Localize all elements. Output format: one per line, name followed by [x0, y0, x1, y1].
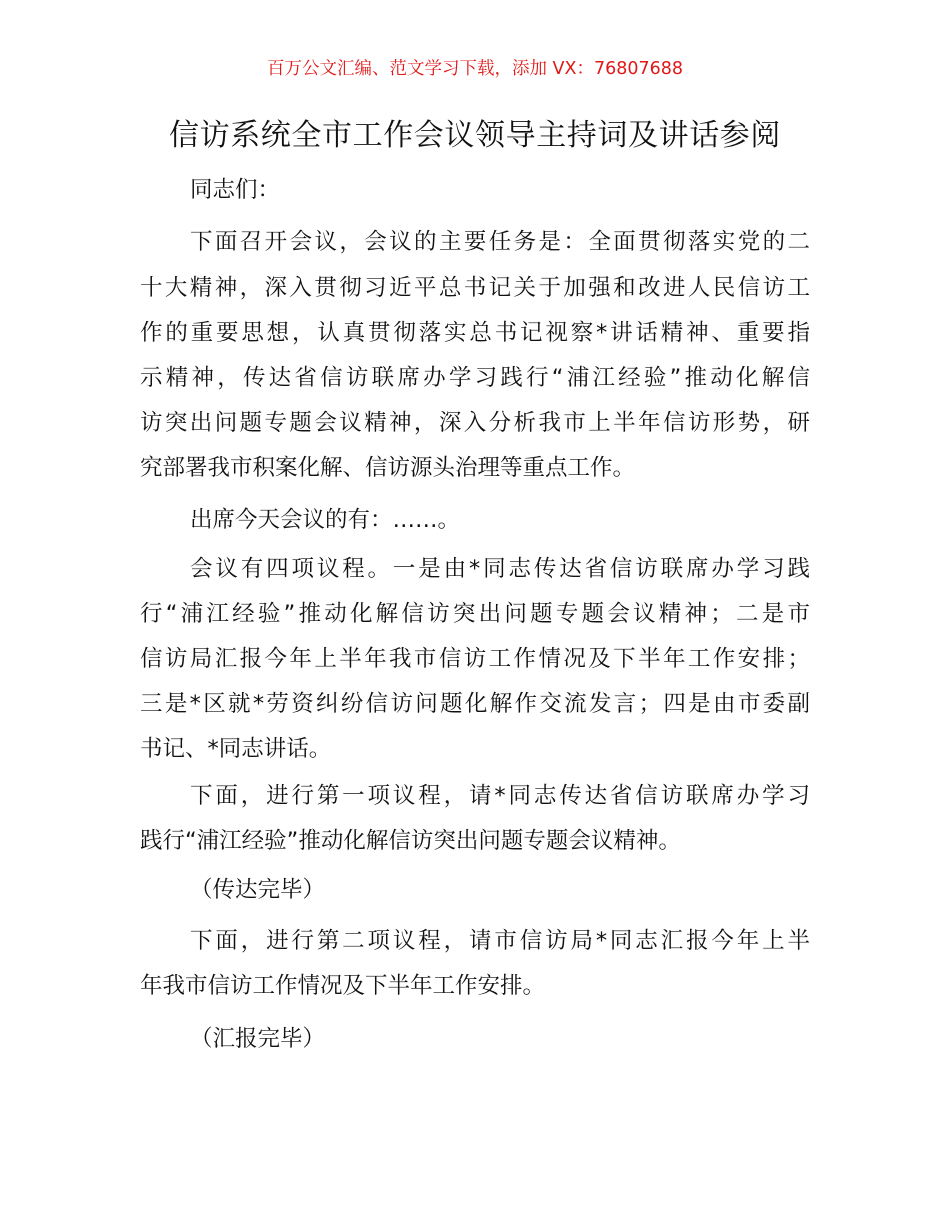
- paragraph-line: 示精神，传达省信访联席办学习践行“浦江经验”推动化解信: [140, 365, 810, 391]
- paragraph-line: 践行“浦江经验”推动化解信访突出问题专题会议精神。: [140, 828, 681, 854]
- paragraph-line: 究部署我市积案化解、信访源头治理等重点工作。: [140, 455, 636, 481]
- attendees-line: 出席今天会议的有：……。: [190, 507, 461, 533]
- paragraph-line: 访突出问题专题会议精神，深入分析我市上半年信访形势，研: [140, 410, 810, 436]
- paragraph-line: 会议有四项议程。一是由*同志传达省信访联席办学习践: [190, 556, 810, 582]
- paragraph-line: 下面，进行第一项议程，请*同志传达省信访联席办学习: [190, 783, 810, 809]
- paragraph-line: 作的重要思想，认真贯彻落实总书记视察*讲话精神、重要指: [140, 320, 810, 346]
- header-banner: 百万公文汇编、范文学习下载，添加 VX：76807688: [266, 59, 684, 79]
- stage-note: （传达完毕）: [190, 877, 326, 903]
- document-title: 信访系统全市工作会议领导主持词及讲话参阅: [169, 118, 781, 153]
- paragraph-line: 下面召开会议，会议的主要任务是：全面贯彻落实党的二: [190, 229, 810, 255]
- paragraph-line: 十大精神，深入贯彻习近平总书记关于加强和改进人民信访工: [140, 275, 810, 301]
- paragraph-line: 信访局汇报今年上半年我市信访工作情况及下半年工作安排；: [140, 646, 810, 672]
- paragraph-line: 下面，进行第二项议程，请市信访局*同志汇报今年上半: [190, 928, 810, 954]
- stage-note: （汇报完毕）: [190, 1026, 326, 1052]
- paragraph-line: 书记、*同志讲话。: [140, 736, 332, 762]
- paragraph-line: 年我市信访工作情况及下半年工作安排。: [140, 973, 546, 999]
- paragraph-line: 行“浦江经验”推动化解信访突出问题专题会议精神；二是市: [140, 601, 810, 627]
- paragraph-line: 三是*区就*劳资纠纷信访问题化解作交流发言；四是由市委副: [140, 691, 810, 717]
- salutation: 同志们：: [190, 177, 281, 203]
